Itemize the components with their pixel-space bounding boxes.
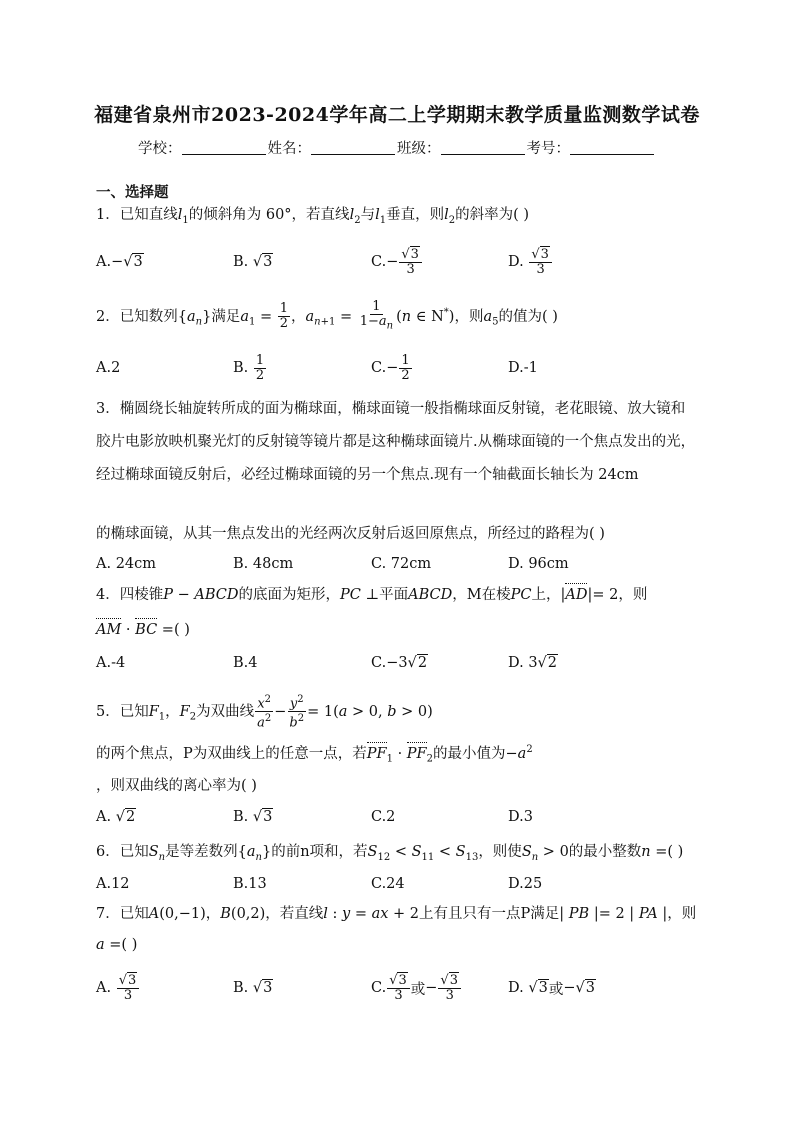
q3-option-a[interactable]: A. 24cm	[96, 556, 157, 572]
q5-option-d[interactable]: D.3	[508, 809, 533, 825]
q4-text-b: 的底面为矩形，	[238, 587, 340, 603]
question-5-options	[96, 797, 706, 837]
q1-option-d[interactable]: D. $\frac{√3}{3}$	[508, 242, 553, 282]
q7-text-f: ( )	[121, 937, 138, 953]
q2-option-d[interactable]: D.-1	[508, 360, 538, 376]
q6-text-c: 的前n项和，若	[271, 844, 368, 860]
q6-text-d: ，则使	[478, 844, 522, 860]
question-1-options	[96, 242, 706, 282]
q7-text-d: 上有且只有一点P满足	[419, 906, 560, 922]
q7-option-b[interactable]: B. √ 3	[233, 980, 273, 996]
q5-text-c: 的两个焦点，P为双曲线上的任意一点，若	[96, 745, 367, 762]
q6-option-c[interactable]: C.24	[371, 876, 405, 892]
question-2-options	[96, 348, 706, 388]
q1-text-c: 与	[360, 207, 376, 223]
q7-text-c: ，若直线	[265, 906, 324, 922]
question-4-stem: 4．四棱锥P − ABCD的底面为矩形，PC ⊥平面ABCD，M在棱PC上，|AD|= 2，则	[96, 587, 648, 603]
q4-text-f: ，则	[618, 587, 648, 603]
question-5-stem: 5．已知$F_1$，$F_2$为双曲线 $\frac{x^2}{a^2}$ − $\frac{y^2}{b^2}$ = 1(a > 0, b > 0)	[96, 694, 433, 731]
q7-text-e: ，则	[667, 906, 697, 922]
question-3-stem-cont: 的椭球面镜，从其一焦点发出的光经两次反射后返回原焦点，所经过的路程为( )	[96, 526, 605, 542]
question-5-stem-line2: 的两个焦点，P为双曲线上的任意一点，若$PF_1 \cdot PF_2$的最小值为$-a^2$	[96, 744, 533, 765]
question-3-options	[96, 544, 706, 584]
q4-option-c[interactable]: C. −3√ 2	[371, 655, 428, 671]
q4-option-b[interactable]: B.4	[233, 655, 258, 671]
q2-option-a[interactable]: A.2	[96, 360, 121, 376]
q7-option-d[interactable]: D. √ 3 或 −√ 3	[508, 980, 595, 998]
q6-text-e: 的最小整数	[568, 844, 642, 860]
q6-option-a[interactable]: A.12	[96, 876, 130, 892]
q5-option-b[interactable]: B. √ 3	[233, 809, 273, 825]
school-label: 学校：	[138, 141, 182, 157]
q5-text-d: 的最小值为	[433, 745, 506, 762]
q5-option-a[interactable]: A. √ 2	[96, 809, 136, 825]
class-blank[interactable]	[441, 140, 525, 155]
question-7-stem: 7．已知A(0,−1)，B(0,2)，若直线l : y = ax + 2上有且只有一点P满足| PB |= 2 | PA |，则	[96, 906, 697, 922]
number-label: 考号：	[526, 141, 570, 157]
q5-text-a: 5．已知	[96, 703, 149, 720]
q1-option-b[interactable]: B. √ 3	[233, 254, 273, 270]
class-label: 班级：	[397, 141, 441, 157]
q1-text-b: 的倾斜角为 60°，若直线	[188, 207, 350, 223]
q2-text-c: ，则	[454, 308, 484, 325]
q4-text-e: 上，	[531, 587, 561, 603]
q7-option-a[interactable]: A. $\frac{√3}{3}$	[96, 968, 140, 1008]
q6-option-b[interactable]: B.13	[233, 876, 267, 892]
q3-option-b[interactable]: B. 48cm	[233, 556, 294, 572]
q4-text-d: ，M在棱	[452, 587, 511, 603]
q7-option-c[interactable]: C. $\frac{√3}{3}$ 或 − $\frac{√3}{3}$	[371, 968, 462, 1008]
q1-option-a[interactable]: A. −√ 3	[96, 254, 143, 270]
q2-text-d: 的值为( )	[498, 308, 558, 325]
question-7-options	[96, 968, 706, 1008]
school-blank[interactable]	[182, 140, 266, 155]
q6-text-b: 是等差数列	[165, 844, 238, 860]
q4-text-g: ( )	[173, 622, 190, 638]
section-title: 一、选择题	[96, 184, 169, 201]
q1-text-e: 的斜率为( )	[455, 207, 530, 223]
q6-text-f: ( )	[667, 844, 684, 860]
q2-text-b: 满足	[211, 308, 241, 325]
q6-text-a: 6．已知	[96, 844, 149, 860]
question-5-stem-line3: ，则双曲线的离心率为( )	[96, 778, 257, 794]
question-7-stem-line2: a =( )	[96, 937, 138, 953]
number-blank[interactable]	[570, 140, 654, 155]
q4-text-a: 4．四棱锥	[96, 587, 164, 603]
question-1-stem: 1．已知直线$l_1$的倾斜角为 60°，若直线$l_2$与$l_1$垂直，则$l_2$的斜率为( )	[96, 207, 530, 226]
question-3-stem: 3．椭圆绕长轴旋转所成的面为椭球面，椭球面镜一般指椭球面反射镜，老花眼镜、放大镜和胶片电影放映机聚光灯的反射镜等镜片都是这种椭球面镜片.从椭球面镜的一个焦点发出的光，经过椭球面镜反射后，必经过椭球面镜的另一个焦点.现有一个轴截面长轴长为 24cm	[96, 401, 696, 483]
name-blank[interactable]	[311, 140, 395, 155]
q3-option-c[interactable]: C. 72cm	[371, 556, 432, 572]
name-label: 姓名：	[267, 141, 311, 157]
q2-option-b[interactable]: B. $\frac{1}{2}$	[233, 352, 265, 383]
q1-text-a: 1．已知直线	[96, 207, 178, 223]
question-2-stem: 2．已知数列$\{a_n\}$满足$a_1$ = $\frac{1}{2}$ ，$a_{n+1}$ = $\frac{1}{1-a_n}$ (n ∈ N*)，则$a_5$的值为( )	[96, 299, 558, 332]
exam-title: 福建省泉州市2023-2024学年高二上学期期末教学质量监测数学试卷	[94, 104, 700, 126]
q7-text-a: 7．已知	[96, 906, 149, 922]
q6-option-d[interactable]: D.25	[508, 876, 543, 892]
q4-option-a[interactable]: A.-4	[96, 655, 126, 671]
question-4-options	[96, 643, 706, 683]
q7-text-b: ，	[205, 906, 221, 922]
q4-option-d[interactable]: D. 3√ 2	[508, 655, 558, 671]
question-4-stem-line2: AM · BC =( )	[96, 622, 190, 638]
q4-text-c: 平面	[379, 587, 409, 603]
question-6-stem: 6．已知$S_n$是等差数列$\{a_n\}$的前n项和，若$S_{12} < S_{11} < S_{13}$，则使$S_n > 0$的最小整数n =( )	[96, 844, 684, 863]
question-6-options	[96, 864, 706, 904]
q2-option-c[interactable]: C. − $\frac{1}{2}$	[371, 352, 410, 383]
q3-option-d[interactable]: D. 96cm	[508, 556, 569, 572]
q1-text-d: 垂直，则	[386, 207, 445, 223]
q1-option-c[interactable]: C. − $\frac{√3}{3}$	[371, 242, 423, 282]
student-info-line	[0, 137, 794, 158]
q5-text-b: 为双曲线	[196, 703, 255, 720]
q2-text-a: 2．已知数列	[96, 308, 178, 325]
q5-option-c[interactable]: C.2	[371, 809, 396, 825]
